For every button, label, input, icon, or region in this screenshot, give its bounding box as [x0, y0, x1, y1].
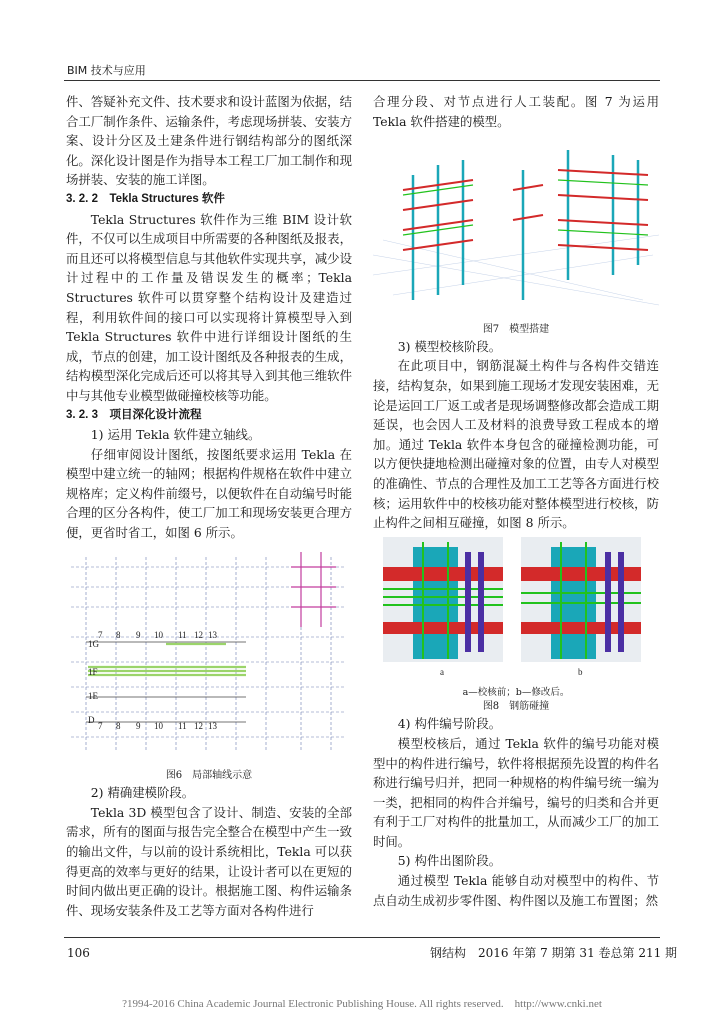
grid-label-row-D: D [88, 714, 95, 725]
paragraph: 模型校核后，通过 Tekla 软件的编号功能对模型中的构件进行编号，软件将根据预先设置的构件名称进行编号归并，把同一种规格的构件编号统一编为一类，把相同的构件合并编号，编号的归类和合并更有利于工厂对构件的批量加工，从而减少工厂的加工时间。 [373, 735, 659, 849]
clash-panel-a [383, 537, 503, 662]
grid-label-top-9: 9 [136, 629, 141, 640]
grid-label-row-1F: 1F [88, 666, 98, 677]
grid-label-top-11: 11 [178, 629, 187, 640]
figure-6-caption: 图6 局部轴线示意 [165, 770, 253, 782]
grid-label-bottom-8: 8 [116, 720, 121, 731]
section-heading-3-2-3: 3. 2. 3 项目深化设计流程 [66, 408, 202, 421]
grid-label-top-12: 12 [194, 629, 203, 640]
grid-label-row-1E: 1E [88, 690, 98, 701]
panel-label-a: a [440, 666, 444, 677]
paragraph: 通过模型 Tekla 能够自动对模型中的构件、节点自动生成初步零件图、构件图以及施工布置图；然 [373, 873, 659, 908]
copyright-line: ?1994-2016 China Academic Journal Electronic Publishing House. All rights reserved. http://www.cnki.net [122, 998, 602, 1010]
figure-8-caption: 图8 钢筋碰撞 [482, 701, 550, 713]
panel-label-b: b [578, 666, 583, 677]
grid-label-bottom-13: 13 [208, 720, 217, 731]
grid-label-bottom-12: 12 [194, 720, 203, 731]
tekla-model-figure [373, 135, 659, 315]
grid-label-bottom-11: 11 [178, 720, 187, 731]
paragraph: 合理分段、对节点进行人工装配。图 7 为运用 Tekla 软件搭建的模型。 [373, 94, 659, 129]
right-column [373, 92, 659, 910]
step-heading: 2) 精确建模阶段。 [90, 785, 195, 801]
grid-label-top-10: 10 [154, 629, 163, 640]
figure-7-caption: 图7 模型搭建 [482, 323, 550, 335]
figure-8 [373, 537, 659, 685]
page-number: 106 [67, 946, 90, 960]
section-heading-3-2-2: 3. 2. 2 Tekla Structures 软件 [66, 192, 225, 205]
grid-label-row-1G: 1G [88, 638, 99, 649]
header-rule [64, 80, 660, 81]
step-heading: 5) 构件出图阶段。 [397, 853, 502, 869]
axis-grid-figure [66, 547, 352, 762]
left-column [66, 92, 352, 920]
paragraph: 件、答疑补充文件、技术要求和设计蓝图为依据，结合工厂制作条件、运输条件，考虑现场拼装、安装方案、设计分区及土建条件进行钢结构部分的图纸深化。深化设计图是作为指导本工程工厂加工制作和现场拼装、安装的施工详图。 [66, 94, 352, 188]
figure-8-subcaption: a—校核前；b—修改后。 [462, 687, 570, 699]
paragraph: Tekla 3D 模型包含了设计、制造、安装的全部需求，所有的图面与报告完全整合在模型中产生一致的输出文件，与以前的设计系统相比，Tekla 可以获得更高的效率与更好的结果，让设计者可以在更短的时间内做出更正确的设计。根据施工图、构件运输条件、现场安装条件及工艺等方面对各构件进行 [66, 804, 352, 918]
journal-info: 钢结构 2016 年第 7 期第 31 卷总第 211 期 [430, 946, 678, 960]
grid-label-bottom-7: 7 [98, 720, 103, 731]
figure-7 [373, 135, 659, 321]
grid-label-top-8: 8 [116, 629, 121, 640]
paragraph: 仔细审阅设计图纸，按图纸要求运用 Tekla 在模型中建立统一的轴网；根据构件规格在软件中建立规格库；定义构件前缀号，以便软件在自动编号时能合理的区分各构件，使工厂加工和现场安装更合理方便，更省时省工，如图 6 所示。 [66, 446, 352, 541]
figure-6 [66, 547, 352, 768]
step-heading: 4) 构件编号阶段。 [397, 716, 502, 732]
running-header: BIM 技术与应用 [67, 64, 146, 77]
grid-label-bottom-9: 9 [136, 720, 141, 731]
paragraph: 在此项目中，钢筋混凝土构件与各构件交错连接，结构复杂，如果到施工现场才发现安装困难，无论是运回工厂返工或者是现场调整修改都会造成工期延误，也会因人工及材料的浪费导致工程成本的增加。通过 Tekla 软件本身包含的碰撞检测功能，可以方便快捷地检测出碰撞对象的位置，由专人对模型的准确性、节点的合理性及加工工艺等各方面进行校核；运用软件中的校核功能对整体模型进行校核，防止构件之间相互碰撞，如图 8 所示。 [373, 358, 659, 531]
grid-label-top-7: 7 [98, 629, 103, 640]
paragraph: Tekla Structures 软件作为三维 BIM 设计软件，不仅可以生成项目中所需要的各种图纸及报表，而且还可以将模型信息与其他软件实现共享，减少设计过程中的工作量及错误发生的概率；Tekla Structures 软件可以贯穿整个结构设计及建造过程，利用软件间的接口可以实现将计算模型导入到 Tekla Structures 软件中进行详细设计图纸的生成，节点的创建，加工设计图纸及各种报表的生成，结构模型深化完成后还可以将其导入到其他三维软件中与其他专业模型做碰撞校核等功能。 [66, 211, 352, 403]
grid-label-bottom-10: 10 [154, 720, 163, 731]
rebar-clash-figure [373, 537, 659, 679]
clash-panel-b [521, 537, 641, 662]
step-heading: 3) 模型校核阶段。 [397, 338, 502, 354]
footer-rule [64, 937, 660, 938]
grid-label-top-13: 13 [208, 629, 217, 640]
step-heading: 1) 运用 Tekla 软件建立轴线。 [90, 427, 261, 443]
